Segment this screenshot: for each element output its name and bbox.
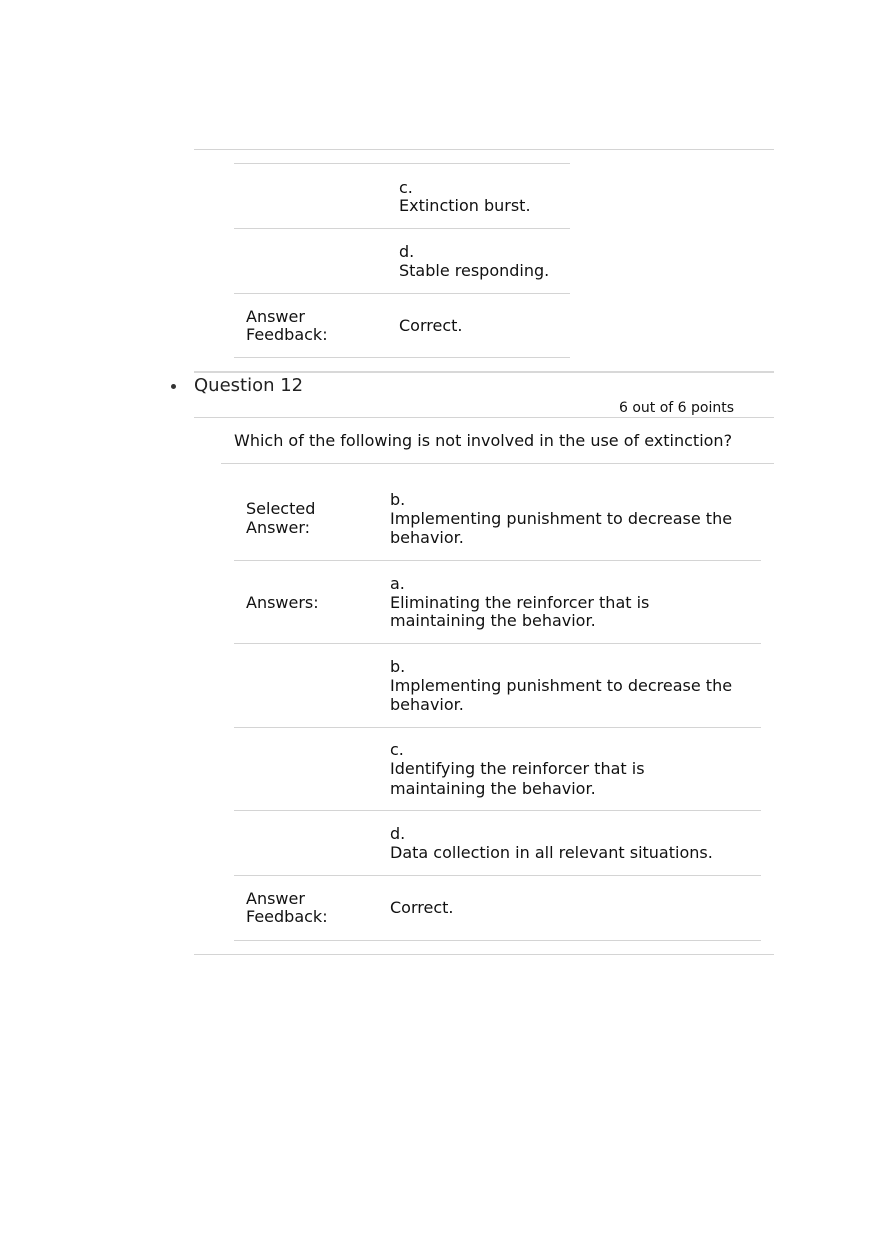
answer-text: Identifying the reinforcer that is [390, 759, 645, 778]
row-divider [234, 560, 761, 561]
answer-text: Data collection in all relevant situations. [390, 843, 713, 862]
answers-label: Answers: [246, 593, 319, 612]
feedback-label: Feedback: [246, 907, 328, 926]
section-top-divider [194, 149, 774, 150]
selected-answer-text: Implementing punishment to decrease the [390, 509, 733, 528]
feedback-value: Correct. [390, 898, 454, 917]
bullet-icon [171, 384, 176, 389]
selected-answer-text: behavior. [390, 528, 464, 547]
answer-text: Implementing punishment to decrease the [390, 676, 733, 695]
feedback-label: Answer [246, 889, 305, 908]
question-prompt: Which of the following is not involved in the use of extinction? [234, 431, 733, 450]
answer-letter: c. [390, 740, 404, 759]
row-divider [234, 228, 570, 229]
row-divider [234, 940, 761, 941]
question-title: Question 12 [194, 375, 304, 396]
answer-letter: d. [399, 242, 415, 261]
answer-letter: d. [390, 824, 406, 843]
answer-text: Extinction burst. [399, 196, 531, 215]
feedback-label: Feedback: [246, 325, 328, 344]
selected-answer-label: Selected [246, 499, 316, 518]
row-divider [234, 357, 570, 358]
selected-answer-letter: b. [390, 490, 406, 509]
answer-text: behavior. [390, 695, 464, 714]
answer-letter: b. [390, 657, 406, 676]
row-divider [234, 163, 570, 164]
row-divider [234, 810, 761, 811]
answer-text: Eliminating the reinforcer that is [390, 593, 650, 612]
row-divider [234, 875, 761, 876]
prompt-divider [221, 463, 774, 464]
feedback-value: Correct. [399, 316, 463, 335]
points-badge: 6 out of 6 points [619, 400, 735, 416]
row-divider [234, 293, 570, 294]
question-header-divider [194, 371, 774, 373]
selected-answer-label: Answer: [246, 518, 311, 537]
answer-text: maintaining the behavior. [390, 611, 596, 630]
answer-letter: a. [390, 574, 405, 593]
answer-text: maintaining the behavior. [390, 779, 596, 798]
points-divider [194, 417, 774, 418]
row-divider [234, 643, 761, 644]
section-bottom-divider [194, 954, 774, 955]
row-divider [234, 727, 761, 728]
answer-text: Stable responding. [399, 261, 550, 280]
feedback-label: Answer [246, 307, 305, 326]
answer-letter: c. [399, 178, 413, 197]
